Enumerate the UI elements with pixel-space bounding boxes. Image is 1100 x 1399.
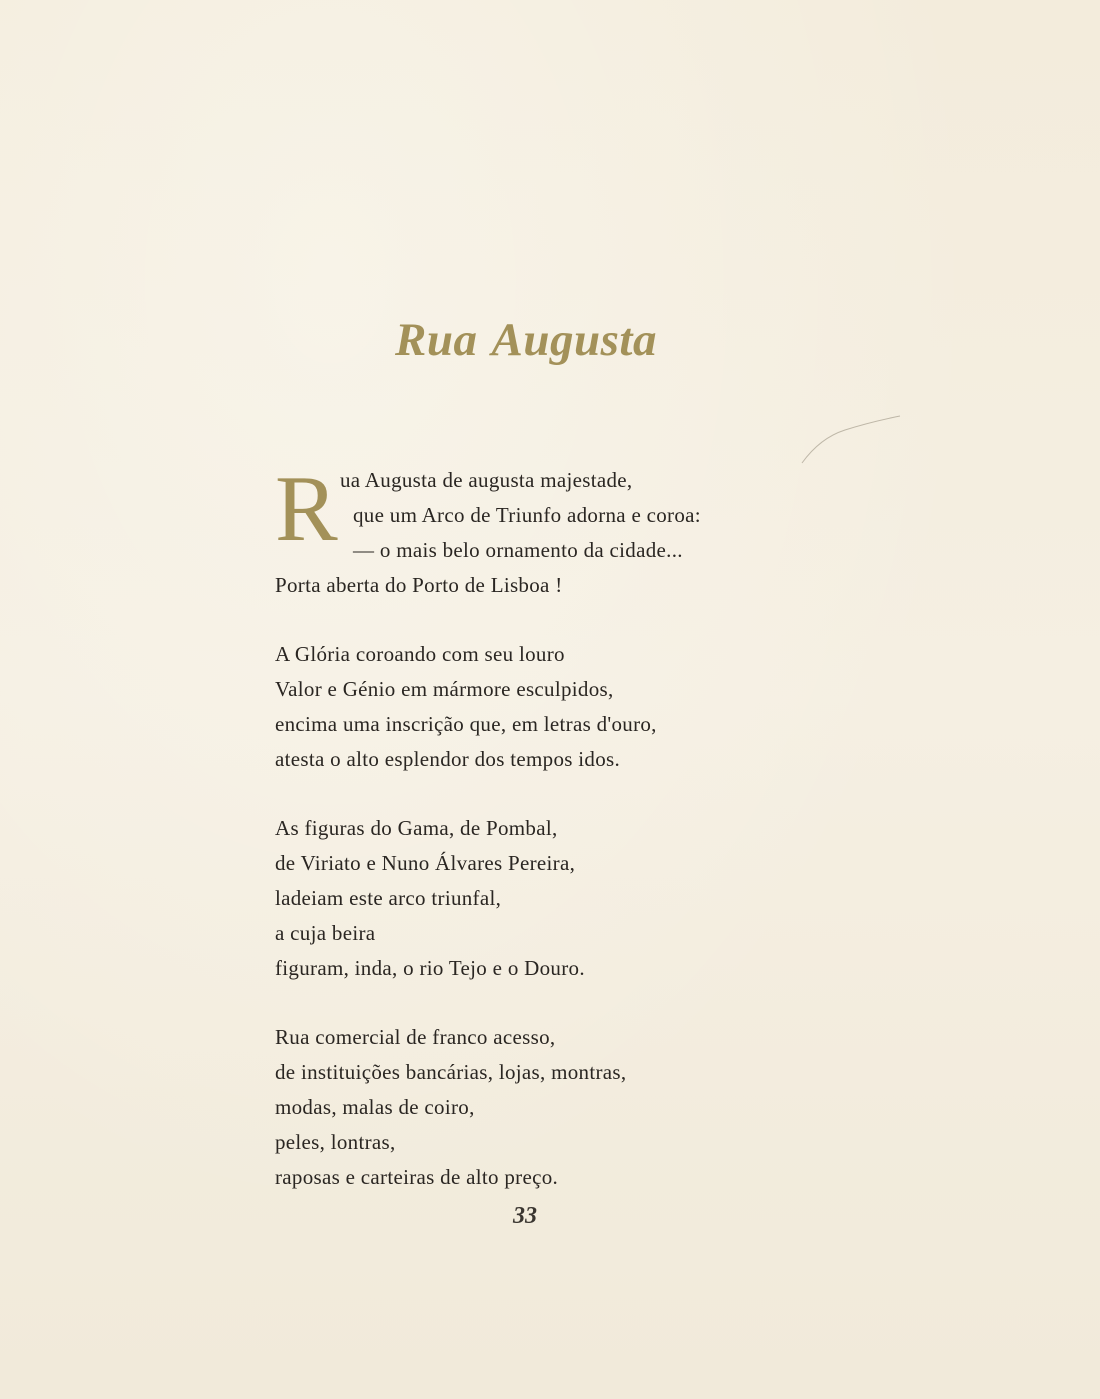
stanza-3 <box>275 811 835 986</box>
stanza-1 <box>275 457 835 603</box>
poem-line: encima uma inscrição que, em letras d'ouro, <box>275 712 657 736</box>
poem-line: raposas e carteiras de alto preço. <box>275 1165 559 1189</box>
poem-line: de Viriato e Nuno Álvares Pereira, <box>275 851 576 875</box>
poem-line: que um Arco de Triunfo adorna e coroa: <box>353 503 701 527</box>
poem-line: Valor e Génio em mármore esculpidos, <box>275 677 614 701</box>
title-word-2: Augusta <box>491 314 657 366</box>
drop-cap: R <box>275 457 338 561</box>
poem-line: ua Augusta de augusta majestade, <box>340 468 633 492</box>
title-word-1: Rua <box>395 314 478 366</box>
poem-line: a cuja beira <box>275 921 376 945</box>
paper-scratch-mark <box>800 408 910 468</box>
poem-line: figuram, inda, o rio Tejo e o Douro. <box>275 956 585 980</box>
poem <box>275 457 835 1229</box>
poem-line: peles, lontras, <box>275 1130 396 1154</box>
poem-line: A Glória coroando com seu louro <box>275 642 565 666</box>
page-number: 33 <box>513 1203 537 1229</box>
stanza-4 <box>275 1020 835 1195</box>
page-title <box>0 313 1052 367</box>
poem-line: ladeiam este arco triunfal, <box>275 886 502 910</box>
poem-line: de instituições bancárias, lojas, montras, <box>275 1060 627 1084</box>
poem-line: Rua comercial de franco acesso, <box>275 1025 556 1049</box>
poem-line: As figuras do Gama, de Pombal, <box>275 816 558 840</box>
poem-line: modas, malas de coiro, <box>275 1095 475 1119</box>
poem-line: Porta aberta do Porto de Lisboa ! <box>275 573 563 597</box>
poem-line: — o mais belo ornamento da cidade... <box>353 538 683 562</box>
poem-line: atesta o alto esplendor dos tempos idos. <box>275 747 621 771</box>
stanza-2 <box>275 637 835 777</box>
